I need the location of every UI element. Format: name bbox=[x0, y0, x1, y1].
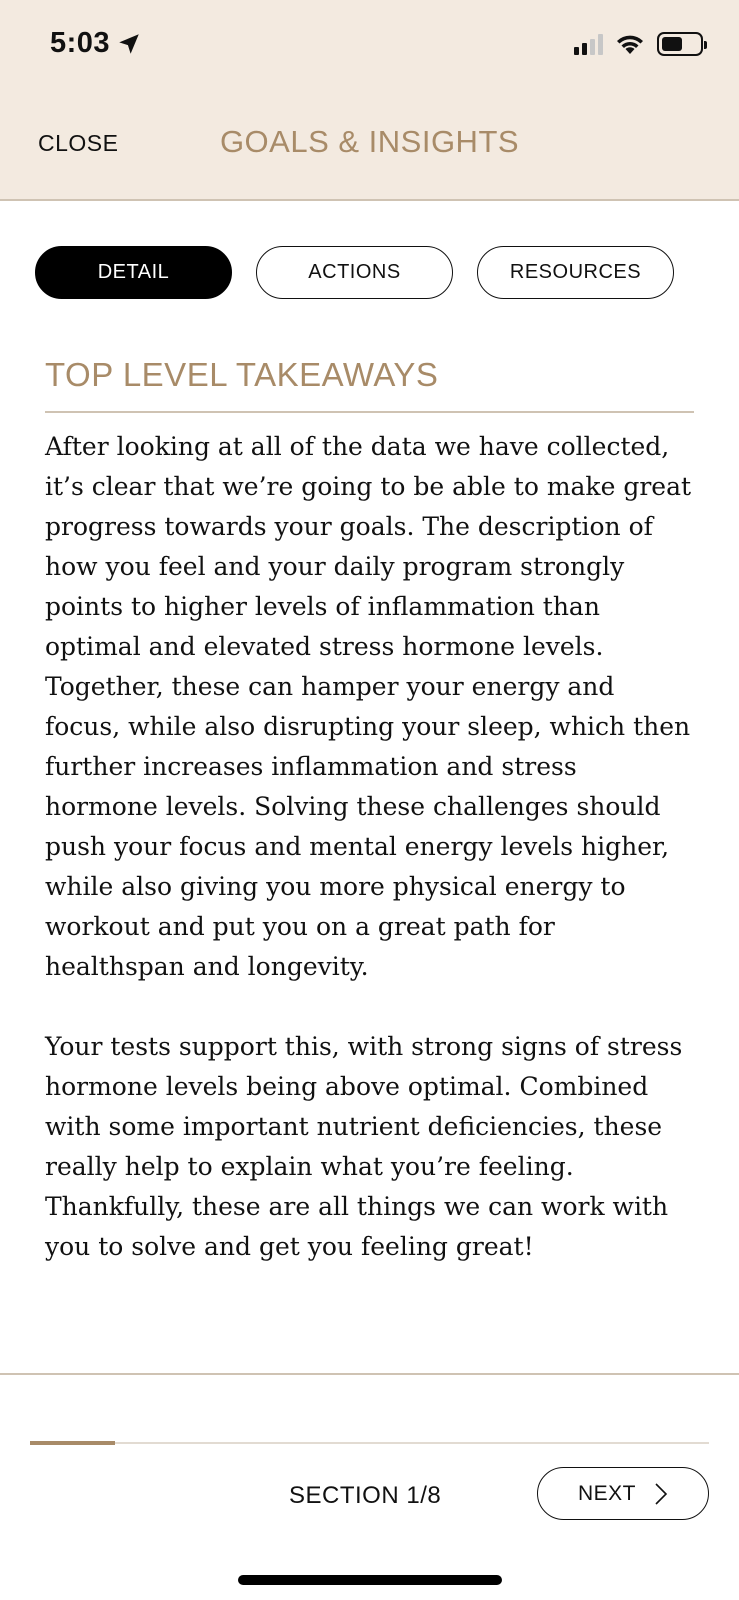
status-time bbox=[50, 27, 142, 60]
chevron-right-icon bbox=[654, 1482, 668, 1506]
location-arrow-icon bbox=[116, 31, 142, 57]
section-heading: TOP LEVEL TAKEAWAYS bbox=[45, 356, 439, 393]
battery-icon bbox=[657, 32, 703, 56]
top-bar bbox=[0, 0, 739, 201]
tab-actions[interactable]: ACTIONS bbox=[256, 246, 453, 299]
section-progress-fill bbox=[30, 1441, 115, 1445]
home-indicator[interactable] bbox=[238, 1575, 502, 1585]
takeaways-paragraph-1: After looking at all of the data we have collected, it’s clear that we’re going to be able to make great progress towards your goals. The description of how you feel and your daily program strongly points to higher levels of inflammation than optimal and elevated stress hormone levels. Together, these can hamper your energy and focus, while also disrupting your sleep, which then further increases inflammation and stress hormone levels. Solving these challenges should push your focus and mental energy levels higher, while also giving you more physical energy to workout and put you on a great path for healthspan and longevity. bbox=[45, 432, 692, 981]
heading-divider bbox=[45, 411, 694, 413]
next-button[interactable] bbox=[537, 1467, 709, 1520]
content-divider bbox=[0, 1373, 739, 1375]
tab-detail[interactable]: DETAIL bbox=[35, 246, 232, 299]
next-button-label: NEXT bbox=[577, 1481, 636, 1505]
page-title: GOALS & INSIGHTS bbox=[219, 124, 520, 159]
wifi-icon bbox=[615, 33, 645, 55]
takeaways-text bbox=[45, 427, 695, 1267]
section-progress-bar bbox=[30, 1442, 709, 1444]
status-icons bbox=[574, 32, 703, 56]
close-button[interactable]: CLOSE bbox=[38, 130, 119, 156]
tab-resources[interactable]: RESOURCES bbox=[477, 246, 674, 299]
status-time-text: 5:03 bbox=[50, 27, 111, 59]
section-counter: SECTION 1/8 bbox=[289, 1482, 442, 1509]
takeaways-paragraph-2: Your tests support this, with strong signs of stress hormone levels being above optimal. Combined with some important nutrient deficiencies, these really help to explain what you’re feeling. Thankfully, these are all things we can work with you to solve and get you feeling great! bbox=[45, 1032, 683, 1261]
tab-bar bbox=[35, 246, 674, 299]
signal-icon bbox=[574, 33, 603, 55]
battery-fill bbox=[662, 37, 682, 51]
